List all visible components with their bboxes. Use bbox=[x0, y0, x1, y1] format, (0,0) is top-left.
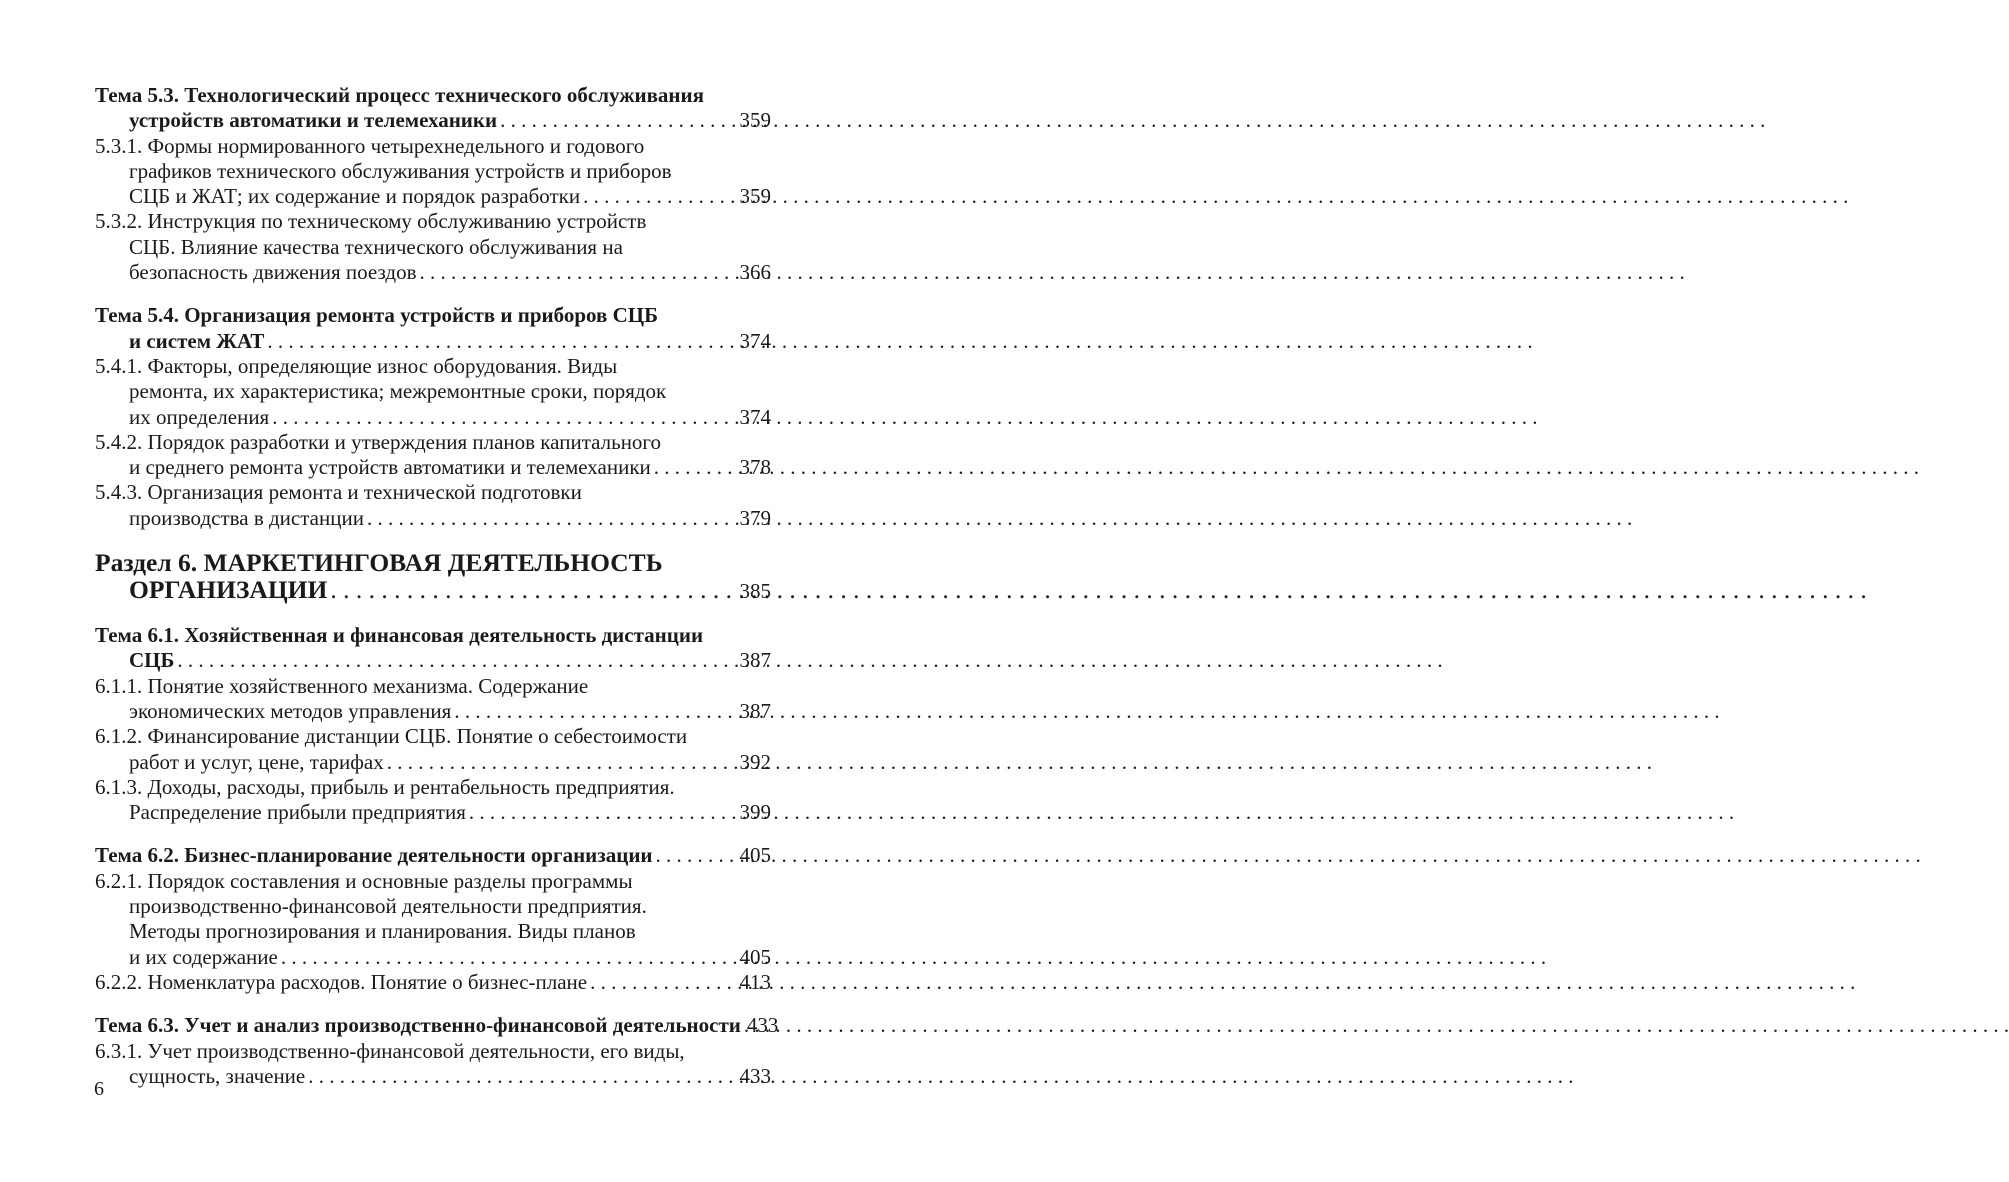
toc-line-text: сущность, значение bbox=[129, 1063, 306, 1088]
toc-page-number: 405 bbox=[739, 944, 771, 969]
dot-leader bbox=[364, 506, 737, 531]
dot-leader bbox=[264, 329, 736, 354]
toc-line-text: Распределение прибыли предприятия bbox=[129, 800, 466, 825]
toc-line bbox=[95, 209, 771, 234]
dot-leader bbox=[278, 945, 737, 970]
toc-line bbox=[95, 775, 771, 800]
toc-line-text: и их содержание bbox=[129, 944, 278, 969]
toc-line bbox=[95, 623, 771, 648]
toc-entry-item bbox=[95, 480, 771, 531]
toc-line bbox=[95, 480, 771, 505]
dot-leader bbox=[327, 576, 736, 603]
toc-entry-topic bbox=[95, 83, 771, 134]
toc-line-text: устройств автоматики и телемеханики bbox=[129, 108, 498, 133]
toc-line-text: 5.3.2. Инструкция по техническому обслуживанию устройств bbox=[95, 209, 647, 234]
toc-line bbox=[95, 549, 771, 576]
toc-page-number: 374 bbox=[739, 404, 771, 429]
toc-line-text: экономических методов управления bbox=[129, 698, 452, 723]
toc-entry-item bbox=[95, 970, 771, 995]
toc-line-text: 6.2.1. Порядок составления и основные разделы программы bbox=[95, 868, 633, 893]
toc-line-text: ОРГАНИЗАЦИИ bbox=[129, 575, 328, 605]
toc-line bbox=[95, 843, 771, 868]
toc-line bbox=[95, 894, 771, 919]
dot-leader bbox=[269, 405, 736, 430]
toc-line bbox=[95, 945, 771, 970]
toc-entry-item bbox=[95, 1039, 771, 1090]
toc-page-number: 433 bbox=[746, 1013, 779, 1038]
toc-line bbox=[95, 184, 771, 209]
toc-line bbox=[95, 800, 771, 825]
toc-line bbox=[95, 159, 771, 184]
toc-line bbox=[95, 919, 771, 944]
toc-line-text: Тема 6.3. Учет и анализ производственно-финансовой деятельности bbox=[95, 1013, 741, 1038]
toc-entry-topic bbox=[95, 623, 771, 674]
page-number: 6 bbox=[94, 1078, 104, 1100]
toc-line bbox=[95, 83, 771, 108]
toc-line-text: 6.1.3. Доходы, расходы, прибыль и рентабельность предприятия. bbox=[95, 774, 675, 799]
toc-line-text: Методы прогнозирования и планирования. Виды планов bbox=[129, 919, 636, 944]
toc-line bbox=[95, 750, 771, 775]
toc-line bbox=[95, 1039, 771, 1064]
toc-line bbox=[95, 329, 771, 354]
toc-line-text: и среднего ремонта устройств автоматики и телемеханики bbox=[129, 455, 651, 480]
toc-line-text: 6.2.2. Номенклатура расходов. Понятие о бизнес-плане bbox=[95, 969, 588, 994]
toc-line bbox=[95, 970, 771, 995]
toc-entry-item bbox=[95, 354, 771, 430]
dot-leader bbox=[580, 184, 736, 209]
toc-entry-item bbox=[95, 724, 771, 775]
dot-leader bbox=[466, 800, 737, 825]
toc-page-number: 399 bbox=[739, 800, 771, 825]
dot-leader bbox=[653, 843, 737, 868]
toc-line-text: СЦБ и ЖАТ; их содержание и порядок разработки bbox=[129, 184, 581, 209]
toc-line-text: СЦБ. Влияние качества технического обслуживания на bbox=[129, 234, 623, 259]
toc-line bbox=[95, 724, 771, 749]
dot-leader bbox=[384, 750, 737, 775]
toc-line-text: 5.4.3. Организация ремонта и технической подготовки bbox=[95, 480, 582, 505]
toc-entry-item bbox=[95, 775, 771, 826]
toc-line-text: ремонта, их характеристика; межремонтные сроки, порядок bbox=[129, 379, 667, 404]
toc-entry-topic bbox=[95, 1013, 779, 1038]
toc-line-text: производственно-финансовой деятельности предприятия. bbox=[129, 894, 647, 919]
toc-page-number: 378 bbox=[739, 455, 771, 480]
toc-entry-item bbox=[95, 134, 771, 210]
toc-entry-section bbox=[95, 549, 771, 605]
toc-line bbox=[95, 455, 771, 480]
dot-leader bbox=[497, 108, 736, 133]
toc-entry-item bbox=[95, 674, 771, 725]
toc-line bbox=[95, 260, 771, 285]
toc-line bbox=[95, 303, 771, 328]
dot-leader bbox=[451, 699, 736, 724]
toc-page-number: 413 bbox=[739, 969, 771, 994]
toc-page-number: 405 bbox=[739, 843, 771, 868]
toc-line-text: Раздел 6. МАРКЕТИНГОВАЯ ДЕЯТЕЛЬНОСТЬ bbox=[95, 548, 663, 578]
toc-line bbox=[95, 869, 771, 894]
toc-entry-item bbox=[95, 430, 771, 481]
toc-entry-item bbox=[95, 209, 771, 285]
toc-line bbox=[95, 699, 771, 724]
toc-line bbox=[95, 235, 771, 260]
toc-page-number: 379 bbox=[739, 505, 771, 530]
toc-line bbox=[95, 354, 771, 379]
toc-line-text: СЦБ bbox=[129, 648, 175, 673]
toc-line-text: Тема 5.3. Технологический процесс технического обслуживания bbox=[95, 83, 704, 107]
toc-line bbox=[95, 506, 771, 531]
toc-line bbox=[95, 379, 771, 404]
dot-leader bbox=[587, 970, 736, 995]
toc-entry-topic bbox=[95, 843, 771, 868]
toc-line-text: и систем ЖАТ bbox=[129, 328, 265, 353]
toc-line-text: графиков технического обслуживания устройств и приборов bbox=[129, 158, 672, 183]
toc-line bbox=[95, 134, 771, 159]
table-of-contents bbox=[95, 83, 779, 1089]
toc-line-text: 5.3.1. Формы нормированного четырехнедельного и годового bbox=[95, 133, 645, 158]
toc-page-number: 433 bbox=[739, 1063, 771, 1088]
toc-line-text: 6.1.2. Финансирование дистанции СЦБ. Понятие о себестоимости bbox=[95, 724, 688, 749]
toc-entry-item bbox=[95, 869, 771, 970]
toc-line-text: 5.4.1. Факторы, определяющие износ оборудования. Виды bbox=[95, 353, 618, 378]
toc-page-number: 387 bbox=[739, 648, 771, 673]
toc-line-text: 6.1.1. Понятие хозяйственного механизма. Содержание bbox=[95, 673, 589, 698]
toc-page-number: 359 bbox=[739, 108, 771, 133]
toc-line bbox=[95, 108, 771, 133]
toc-page-number: 374 bbox=[739, 328, 771, 353]
toc-line-text: Тема 5.4. Организация ремонта устройств и приборов СЦБ bbox=[95, 303, 658, 328]
toc-line-text: их определения bbox=[129, 404, 270, 429]
toc-page-number: 359 bbox=[739, 184, 771, 209]
dot-leader bbox=[417, 260, 737, 285]
toc-line bbox=[95, 430, 771, 455]
toc-line bbox=[95, 648, 771, 673]
toc-line bbox=[95, 1064, 771, 1089]
dot-leader bbox=[305, 1064, 736, 1089]
toc-entry-topic bbox=[95, 303, 771, 354]
toc-line-text: безопасность движения поездов bbox=[129, 260, 417, 285]
dot-leader bbox=[651, 455, 737, 480]
toc-line bbox=[95, 576, 771, 605]
toc-page-number: 366 bbox=[739, 260, 771, 285]
toc-line-text: производства в дистанции bbox=[129, 505, 364, 530]
toc-line-text: работ и услуг, цене, тарифах bbox=[129, 749, 384, 774]
toc-line-text: 5.4.2. Порядок разработки и утверждения планов капитального bbox=[95, 429, 662, 454]
toc-page-number: 387 bbox=[739, 698, 771, 723]
toc-line bbox=[95, 674, 771, 699]
toc-line bbox=[95, 405, 771, 430]
toc-line-text: Тема 6.2. Бизнес-планирование деятельности организации bbox=[95, 843, 653, 868]
toc-page-number: 392 bbox=[739, 749, 771, 774]
toc-line-text: 6.3.1. Учет производственно-финансовой деятельности, его виды, bbox=[95, 1038, 685, 1063]
toc-line bbox=[95, 1013, 779, 1038]
toc-line-text: Тема 6.1. Хозяйственная и финансовая деятельность дистанции bbox=[95, 623, 704, 648]
dot-leader bbox=[174, 648, 736, 673]
toc-page-number: 385 bbox=[739, 579, 771, 604]
